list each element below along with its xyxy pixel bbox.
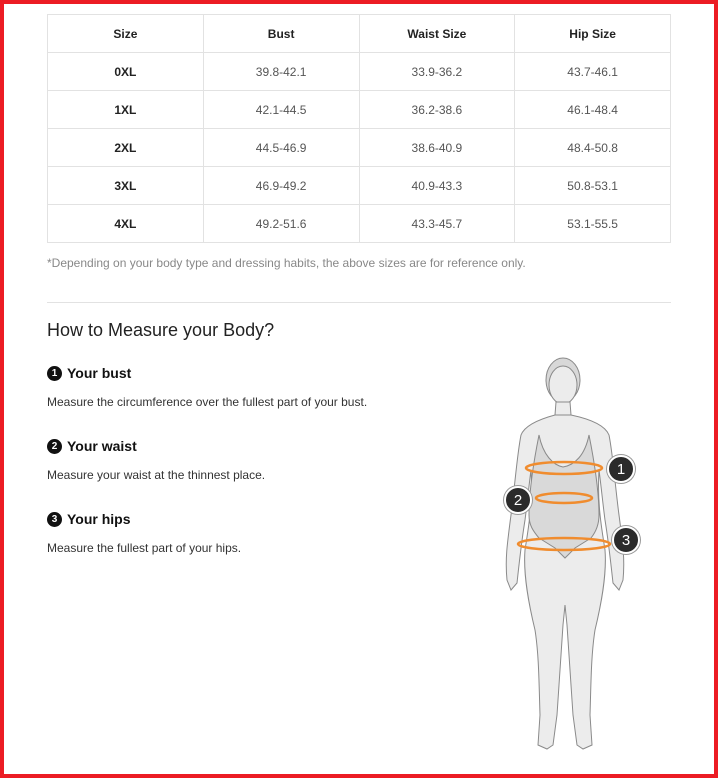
- waist-cell: 43.3-45.7: [359, 205, 515, 243]
- step-title: Your hips: [67, 511, 131, 527]
- step-hips-description: Measure the fullest part of your hips.: [47, 541, 242, 555]
- column-header-bust: Bust: [203, 15, 359, 53]
- step-number-badge: 2: [47, 439, 62, 454]
- size-chart-table: [47, 14, 671, 243]
- table-header-row: [48, 15, 671, 53]
- waist-cell: 33.9-36.2: [359, 53, 515, 91]
- bust-cell: 49.2-51.6: [203, 205, 359, 243]
- howto-title: How to Measure your Body?: [47, 320, 275, 340]
- step-title: Your bust: [67, 365, 132, 381]
- column-header-size: Size: [48, 15, 204, 53]
- bust-cell: 39.8-42.1: [203, 53, 359, 91]
- step-hips-heading: [47, 511, 131, 527]
- size-cell: 3XL: [48, 167, 204, 205]
- hip-cell: 50.8-53.1: [515, 167, 671, 205]
- waist-cell: 36.2-38.6: [359, 91, 515, 129]
- bust-cell: 42.1-44.5: [203, 91, 359, 129]
- step-number-badge: 1: [47, 366, 62, 381]
- section-divider: [47, 302, 671, 303]
- step-title: Your waist: [67, 438, 137, 454]
- bust-cell: 46.9-49.2: [203, 167, 359, 205]
- table-row: [48, 129, 671, 167]
- column-header-hip: Hip Size: [515, 15, 671, 53]
- waist-cell: 40.9-43.3: [359, 167, 515, 205]
- waist-cell: 38.6-40.9: [359, 129, 515, 167]
- reference-note: *Depending on your body type and dressing habits, the above sizes are for reference only.: [47, 256, 526, 270]
- size-cell: 4XL: [48, 205, 204, 243]
- step-number-badge: 3: [47, 512, 62, 527]
- step-bust-heading: [47, 365, 131, 381]
- hip-cell: 48.4-50.8: [515, 129, 671, 167]
- bust-callout-badge: 1: [607, 455, 635, 483]
- table-row: [48, 53, 671, 91]
- hips-callout-badge: 3: [612, 526, 640, 554]
- hip-cell: 53.1-55.5: [515, 205, 671, 243]
- size-cell: 2XL: [48, 129, 204, 167]
- table-row: [48, 167, 671, 205]
- size-cell: 1XL: [48, 91, 204, 129]
- hip-cell: 46.1-48.4: [515, 91, 671, 129]
- column-header-waist: Waist Size: [359, 15, 515, 53]
- bust-cell: 44.5-46.9: [203, 129, 359, 167]
- table-row: [48, 205, 671, 243]
- step-waist-description: Measure your waist at the thinnest place.: [47, 468, 266, 482]
- waist-callout-badge: 2: [504, 486, 532, 514]
- body-measurement-figure: [495, 355, 645, 760]
- size-cell: 0XL: [48, 53, 204, 91]
- step-bust-description: Measure the circumference over the fullest part of your bust.: [47, 395, 368, 409]
- hip-cell: 43.7-46.1: [515, 53, 671, 91]
- body-figure-icon: [495, 355, 645, 760]
- table-row: [48, 91, 671, 129]
- step-waist-heading: [47, 438, 137, 454]
